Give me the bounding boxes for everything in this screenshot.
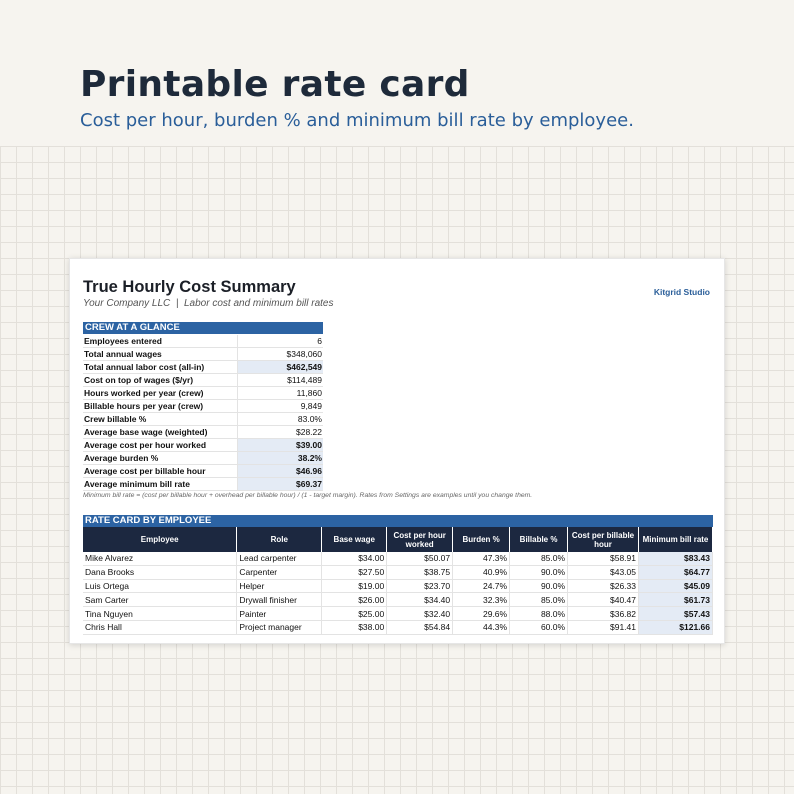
glance-row: [83, 452, 323, 465]
table-cell: 47.3%: [453, 552, 510, 565]
glance-label: Total annual wages: [83, 348, 237, 361]
table-cell: 32.3%: [453, 593, 510, 607]
table-cell: $34.40: [387, 593, 453, 607]
glance-row: [83, 361, 323, 374]
table-cell: 60.0%: [510, 620, 568, 634]
table-cell: 88.0%: [510, 607, 568, 621]
glance-row: [83, 387, 323, 400]
bill-rate-note: Minimum bill rate = (cost per billable hour + overhead per billable hour) / (1 - target margin). Rates from Settings are examples until you change them.: [83, 492, 533, 499]
column-header: Burden %: [453, 527, 510, 552]
table-cell: 90.0%: [510, 565, 568, 579]
table-cell: $23.70: [387, 579, 453, 593]
glance-value: $28.22: [237, 426, 323, 439]
table-cell: $45.09: [638, 579, 712, 593]
table-cell: Dana Brooks: [83, 565, 237, 579]
glance-label: Cost on top of wages ($/yr): [83, 374, 237, 387]
table-cell: Helper: [237, 579, 322, 593]
glance-row: [83, 374, 323, 387]
column-header: Cost per hour worked: [387, 527, 453, 552]
table-cell: $43.05: [568, 565, 639, 579]
table-row: [83, 552, 713, 565]
glance-value: 9,849: [237, 400, 323, 413]
table-cell: $50.07: [387, 552, 453, 565]
glance-label: Total annual labor cost (all-in): [83, 361, 237, 374]
glance-label: Average base wage (weighted): [83, 426, 237, 439]
glance-value: 83.0%: [237, 413, 323, 426]
table-cell: $54.84: [387, 620, 453, 634]
hero-title: Printable rate card: [80, 64, 470, 105]
table-cell: 85.0%: [510, 593, 568, 607]
table-row: [83, 593, 713, 607]
table-cell: Mike Alvarez: [83, 552, 237, 565]
table-cell: $36.82: [568, 607, 639, 621]
table-cell: $38.75: [387, 565, 453, 579]
table-cell: $32.40: [387, 607, 453, 621]
sheet-subtitle: Your Company LLC | Labor cost and minimum bill rates: [83, 298, 334, 309]
glance-row: [83, 439, 323, 452]
table-cell: Tina Nguyen: [83, 607, 237, 621]
column-header: Role: [237, 527, 322, 552]
table-row: [83, 565, 713, 579]
glance-value: $46.96: [237, 465, 323, 478]
glance-value: $114,489: [237, 374, 323, 387]
table-cell: $40.47: [568, 593, 639, 607]
table-cell: Drywall finisher: [237, 593, 322, 607]
table-cell: $26.00: [322, 593, 387, 607]
table-cell: Project manager: [237, 620, 322, 634]
glance-label: Billable hours per year (crew): [83, 400, 237, 413]
glance-row: [83, 400, 323, 413]
glance-row: [83, 426, 323, 439]
table-cell: Luis Ortega: [83, 579, 237, 593]
table-cell: 90.0%: [510, 579, 568, 593]
glance-label: Hours worked per year (crew): [83, 387, 237, 400]
table-cell: 40.9%: [453, 565, 510, 579]
table-cell: $61.73: [638, 593, 712, 607]
table-cell: Lead carpenter: [237, 552, 322, 565]
table-cell: Painter: [237, 607, 322, 621]
table-cell: $83.43: [638, 552, 712, 565]
table-cell: $91.41: [568, 620, 639, 634]
glance-value: 11,860: [237, 387, 323, 400]
table-row: [83, 607, 713, 621]
glance-value: $462,549: [237, 361, 323, 374]
glance-value: $69.37: [237, 478, 323, 491]
column-header: Base wage: [322, 527, 387, 552]
column-header: Minimum bill rate: [638, 527, 712, 552]
table-cell: 44.3%: [453, 620, 510, 634]
table-row: [83, 620, 713, 634]
glance-value: 38.2%: [237, 452, 323, 465]
table-cell: $19.00: [322, 579, 387, 593]
crew-glance-heading: CREW AT A GLANCE: [83, 322, 323, 334]
rate-card-table: [83, 527, 713, 635]
glance-value: $39.00: [237, 439, 323, 452]
table-cell: $64.77: [638, 565, 712, 579]
glance-row: [83, 465, 323, 478]
table-cell: 24.7%: [453, 579, 510, 593]
table-cell: $58.91: [568, 552, 639, 565]
glance-row: [83, 478, 323, 491]
hero-subtitle: Cost per hour, burden % and minimum bill rate by employee.: [80, 110, 634, 131]
table-cell: Chris Hall: [83, 620, 237, 634]
glance-label: Average cost per hour worked: [83, 439, 237, 452]
rate-card-heading: RATE CARD BY EMPLOYEE: [83, 515, 713, 527]
glance-row: [83, 413, 323, 426]
glance-row: [83, 335, 323, 348]
glance-row: [83, 348, 323, 361]
glance-value: 6: [237, 335, 323, 348]
column-header: Billable %: [510, 527, 568, 552]
table-cell: $27.50: [322, 565, 387, 579]
table-cell: $57.43: [638, 607, 712, 621]
glance-label: Average burden %: [83, 452, 237, 465]
rate-card-sheet: [69, 258, 725, 644]
column-header: Cost per billable hour: [568, 527, 639, 552]
column-header: Employee: [83, 527, 237, 552]
crew-glance-table: [83, 335, 323, 491]
sheet-title: True Hourly Cost Summary: [83, 278, 296, 296]
glance-label: Crew billable %: [83, 413, 237, 426]
table-cell: $38.00: [322, 620, 387, 634]
glance-label: Average minimum bill rate: [83, 478, 237, 491]
glance-value: $348,060: [237, 348, 323, 361]
table-cell: $26.33: [568, 579, 639, 593]
table-cell: 85.0%: [510, 552, 568, 565]
table-cell: $25.00: [322, 607, 387, 621]
table-cell: $34.00: [322, 552, 387, 565]
table-cell: 29.6%: [453, 607, 510, 621]
table-row: [83, 579, 713, 593]
glance-label: Average cost per billable hour: [83, 465, 237, 478]
table-cell: Sam Carter: [83, 593, 237, 607]
table-cell: $121.66: [638, 620, 712, 634]
table-cell: Carpenter: [237, 565, 322, 579]
brand-label: Kitgrid Studio: [653, 287, 710, 297]
glance-label: Employees entered: [83, 335, 237, 348]
